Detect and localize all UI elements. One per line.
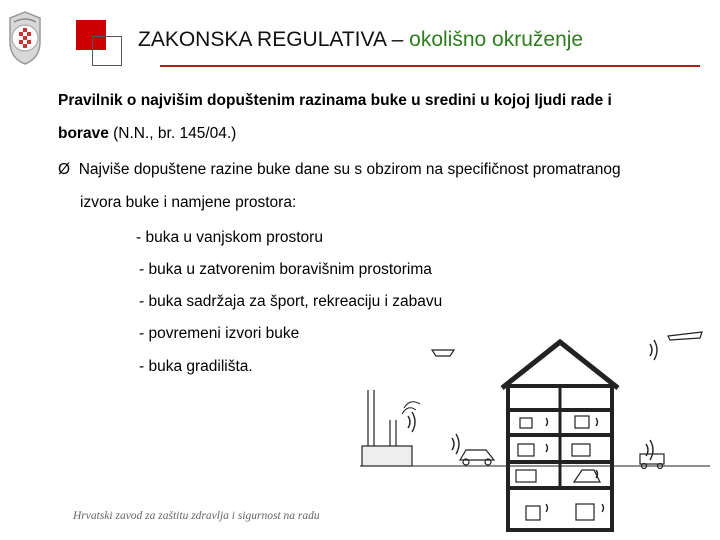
regulation-reference: (N.N., br. 145/04.) [108,125,237,142]
institute-logo-icon [4,8,46,68]
regulation-title-end: borave [58,125,109,142]
regulation-line-1 [58,92,612,110]
title-accent: okolišno okruženje [409,28,584,51]
house-noise-illustration [350,320,720,540]
list-item: - buka u zatvorenim boravišnim prostorima [139,261,432,278]
bullet-paragraph [58,161,621,179]
outline-square [92,36,122,66]
title-underline [160,65,700,67]
bullet-text-line-1: Najviše dopuštene razine buke dane su s obzirom na specifičnost promatranog [78,161,621,178]
footer-institution: Hrvatski zavod za zaštitu zdravlja i sigurnost na radu [73,510,320,522]
title-main: ZAKONSKA REGULATIVA – [138,28,410,51]
page-title [138,28,583,52]
list-item: - buka gradilišta. [139,358,253,375]
list-item: - buka sadržaja za šport, rekreaciju i zabavu [139,293,443,310]
list-item: - buka u vanjskom prostoru [136,229,323,246]
title-decoration [76,20,126,68]
bullet-text-line-2: izvora buke i namjene prostora: [80,194,297,211]
arrow-bullet-icon: Ø [58,161,71,178]
regulation-line-2 [58,125,236,143]
regulation-title: Pravilnik o najvišim dopuštenim razinama buke u sredini u kojoj ljudi rade i [58,92,612,109]
list-item: - povremeni izvori buke [139,325,300,342]
